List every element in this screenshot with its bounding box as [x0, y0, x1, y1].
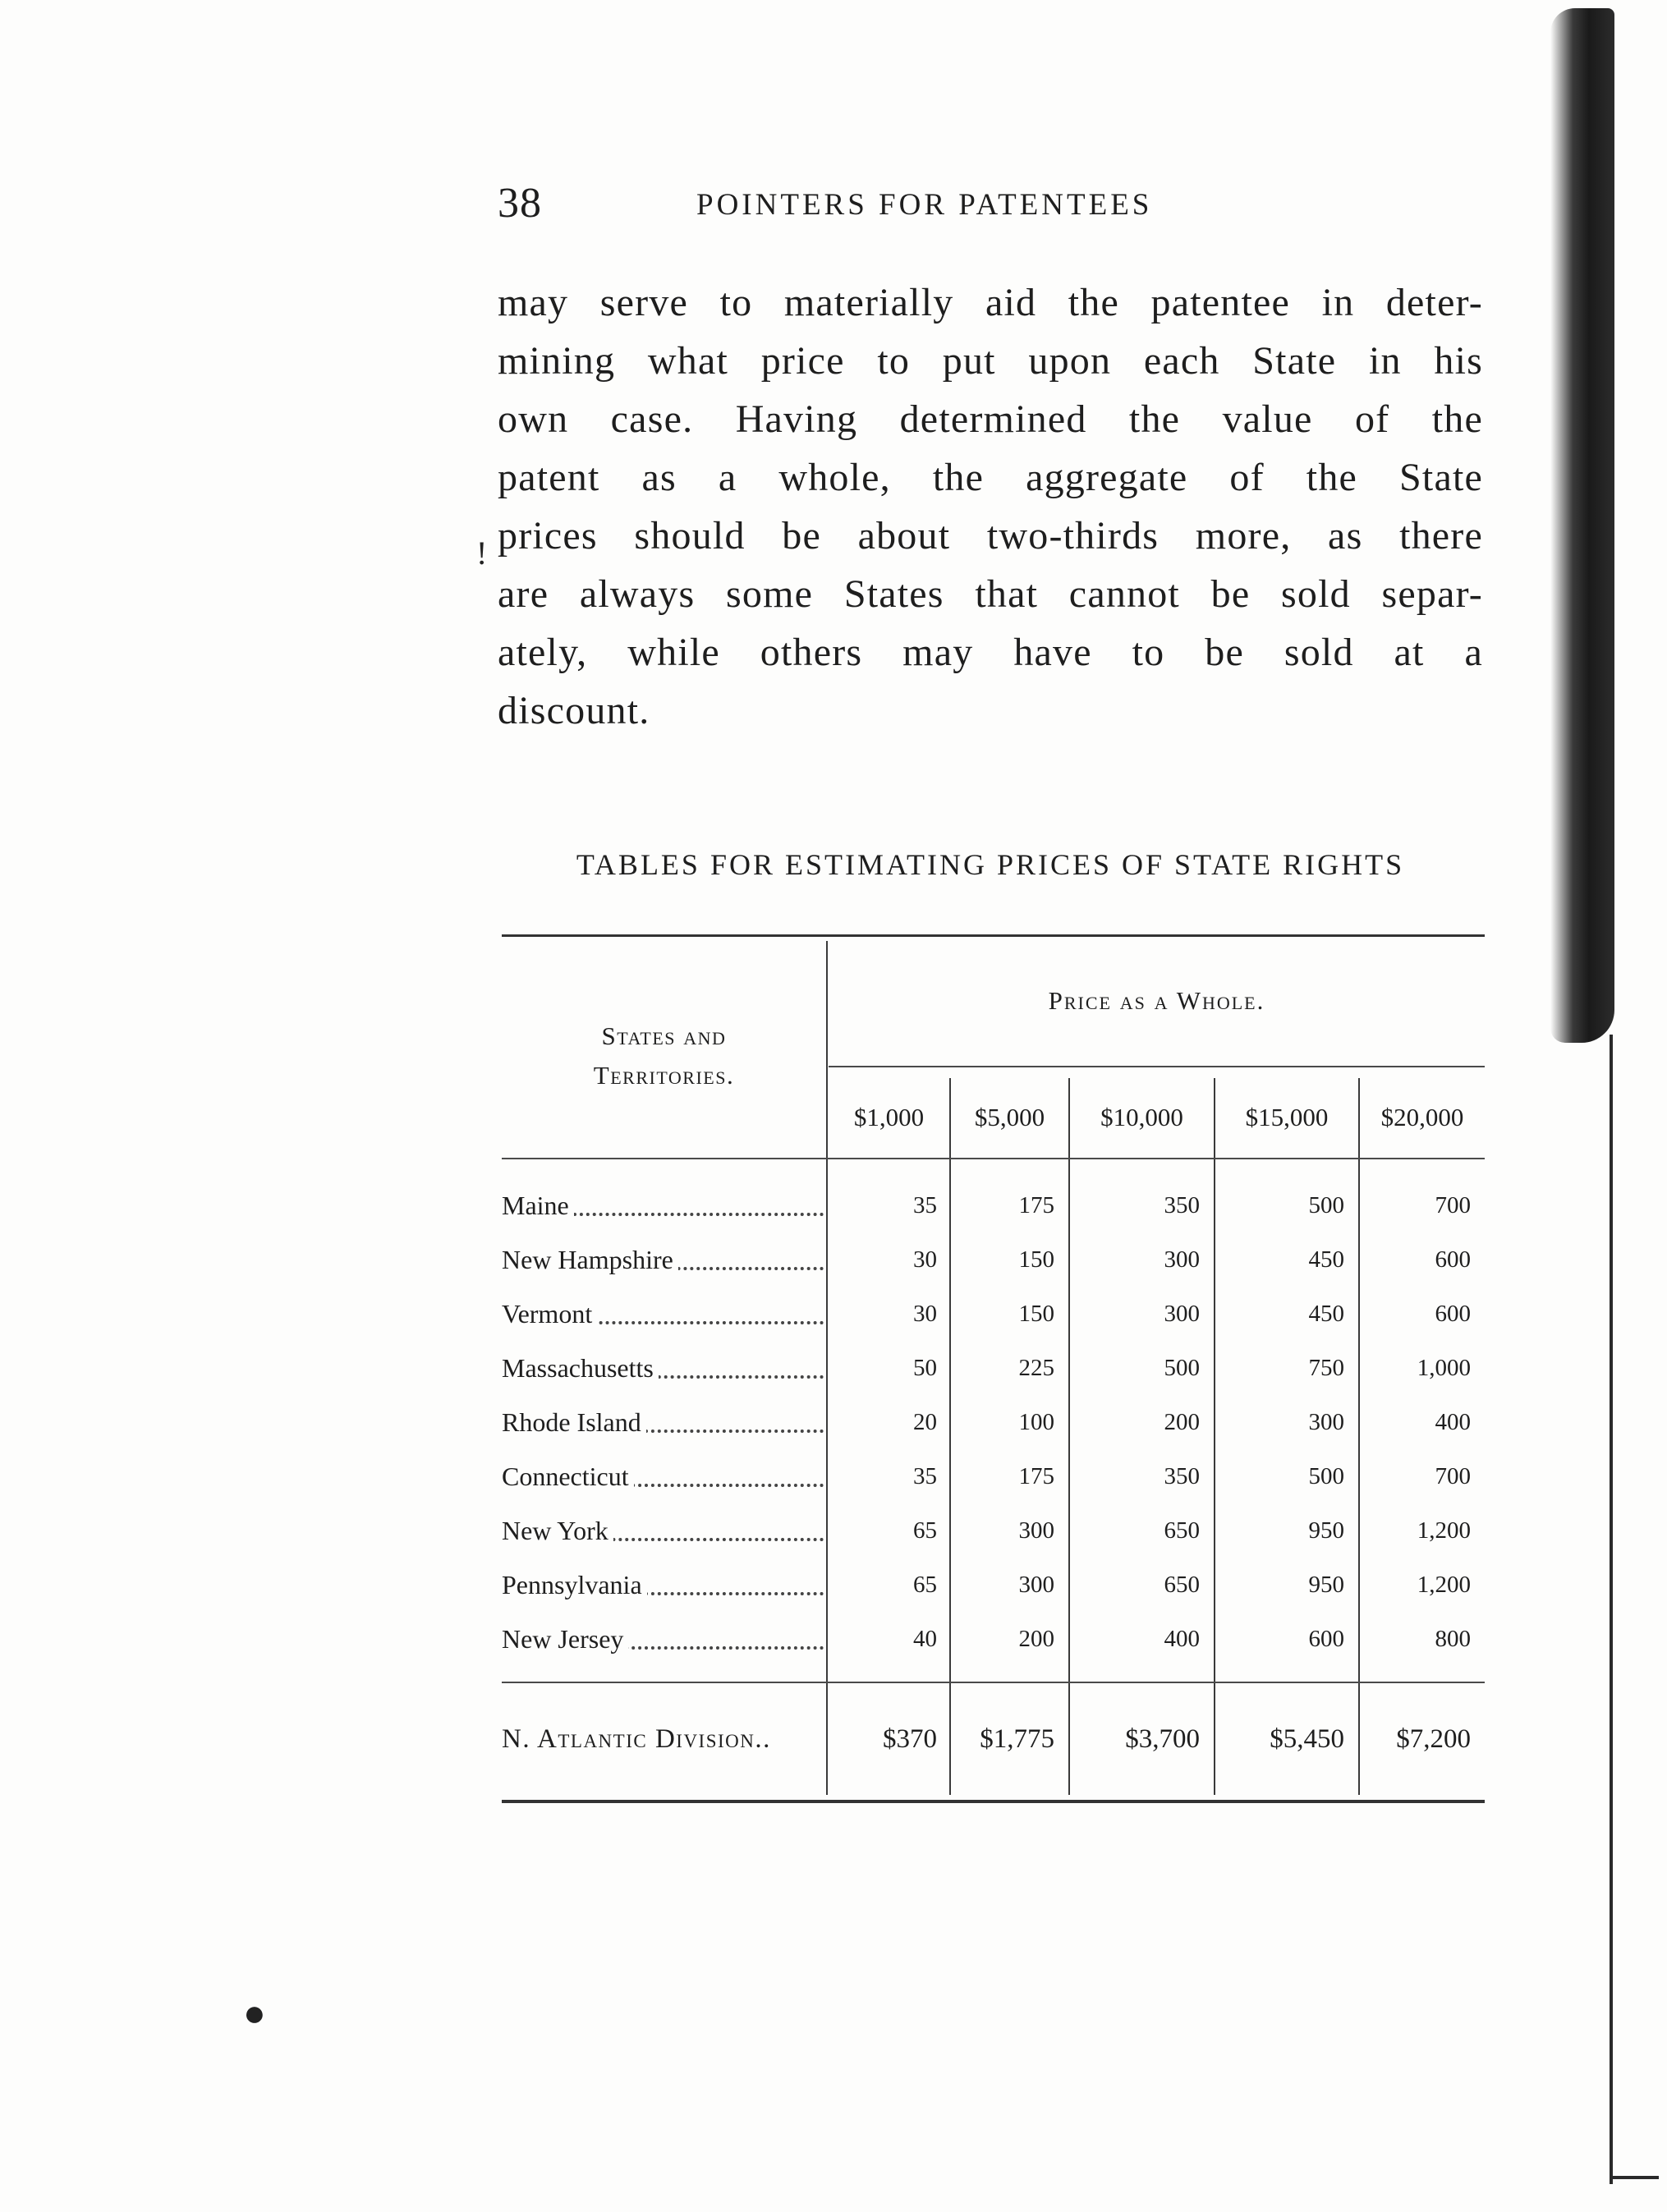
table-cell: 65 — [913, 1572, 937, 1598]
body-line: ately, while others may have to be sold at a — [498, 631, 1483, 674]
table-cell: 350 — [1164, 1192, 1200, 1218]
table-cell: 300 — [1308, 1409, 1344, 1435]
table-cell: 750 — [1308, 1355, 1344, 1381]
column-header: $10,000 — [1100, 1103, 1183, 1131]
row-state-label — [502, 1185, 830, 1226]
row-state-label — [502, 1293, 830, 1334]
spanner-header: Price as a Whole. — [1048, 986, 1265, 1015]
body-line: own case. Having determined the value of the — [498, 397, 1483, 441]
table-cell: 35 — [913, 1463, 937, 1489]
table-cell: 30 — [913, 1246, 937, 1273]
table-cell: 950 — [1308, 1517, 1344, 1544]
running-head: POINTERS FOR PATENTEES — [696, 188, 1153, 222]
table-cell: 150 — [1018, 1301, 1054, 1327]
table-cell: 650 — [1164, 1517, 1200, 1544]
row-state-label — [502, 1618, 830, 1659]
stray-ink-blot: ● — [243, 1992, 266, 2034]
table-cell: 200 — [1164, 1409, 1200, 1435]
total-cell: $3,700 — [1125, 1724, 1200, 1754]
total-cell: $1,775 — [980, 1724, 1054, 1754]
state-name: Vermont — [502, 1299, 597, 1329]
state-name: New Hampshire — [502, 1245, 678, 1274]
row-state-label — [502, 1456, 830, 1497]
state-name: Connecticut — [502, 1462, 634, 1491]
table-cell: 650 — [1164, 1572, 1200, 1598]
total-rule — [502, 1682, 1485, 1683]
row-state-label — [502, 1402, 830, 1443]
table-cell: 30 — [913, 1301, 937, 1327]
table-cell: 225 — [1018, 1355, 1054, 1381]
table-cell: 700 — [1435, 1192, 1471, 1218]
table-cell: 40 — [913, 1626, 937, 1652]
column-header: $5,000 — [974, 1103, 1045, 1131]
row-state-label — [502, 1510, 830, 1551]
column-header: $20,000 — [1380, 1103, 1464, 1131]
table-cell: 300 — [1164, 1301, 1200, 1327]
total-row-label: N. Atlantic Division.. — [502, 1724, 771, 1754]
table-cell: 150 — [1018, 1246, 1054, 1273]
body-line: patent as a whole, the aggregate of the State — [498, 456, 1483, 499]
total-cell: $5,450 — [1270, 1724, 1344, 1754]
table-cell: 600 — [1308, 1626, 1344, 1652]
table-cell: 450 — [1308, 1301, 1344, 1327]
column-header: $1,000 — [853, 1103, 925, 1131]
body-line: prices should be about two-thirds more, as there — [498, 514, 1483, 558]
state-name: Maine — [502, 1191, 574, 1220]
page-edge-line — [1610, 1035, 1613, 2184]
state-name: New York — [502, 1516, 613, 1545]
body-line: are always some States that cannot be sold separ- — [498, 572, 1483, 616]
total-cell: $7,200 — [1396, 1724, 1471, 1754]
table-cell: 400 — [1164, 1626, 1200, 1652]
state-name: Massachusetts — [502, 1353, 659, 1383]
table-cell: 175 — [1018, 1463, 1054, 1489]
table-cell: 450 — [1308, 1246, 1344, 1273]
table-cell: 300 — [1018, 1517, 1054, 1544]
stub-header-line-2: Territories. — [593, 1061, 735, 1090]
body-line: may serve to materially aid the patentee in deter- — [498, 281, 1483, 324]
table-bottom-rule — [502, 1800, 1485, 1803]
body-paragraph — [498, 273, 1483, 740]
spanner-rule — [829, 1066, 1485, 1067]
table-cell: 35 — [913, 1192, 937, 1218]
stub-header-line-1: States and — [601, 1021, 727, 1050]
row-state-label — [502, 1347, 830, 1388]
table-cell: 1,200 — [1417, 1517, 1471, 1544]
table-cell: 300 — [1164, 1246, 1200, 1273]
state-name: Rhode Island — [502, 1407, 646, 1437]
table-cell: 300 — [1018, 1572, 1054, 1598]
table-cell: 500 — [1164, 1355, 1200, 1381]
page-edge-foot — [1610, 2176, 1659, 2179]
table-cell: 200 — [1018, 1626, 1054, 1652]
total-cell: $370 — [883, 1724, 937, 1754]
table-cell: 950 — [1308, 1572, 1344, 1598]
state-name: New Jersey — [502, 1624, 628, 1654]
table-cell: 500 — [1308, 1192, 1344, 1218]
row-state-label — [502, 1564, 830, 1605]
table-cell: 800 — [1435, 1626, 1471, 1652]
header-bottom-rule — [502, 1158, 1485, 1159]
table-cell: 600 — [1435, 1246, 1471, 1273]
page-edge-shadow — [1550, 8, 1614, 1043]
table-cell: 100 — [1018, 1409, 1054, 1435]
state-name: Pennsylvania — [502, 1570, 647, 1599]
table-cell: 600 — [1435, 1301, 1471, 1327]
table-cell: 1,000 — [1417, 1355, 1471, 1381]
table-cell: 350 — [1164, 1463, 1200, 1489]
table-cell: 400 — [1435, 1409, 1471, 1435]
body-line: discount. — [498, 689, 650, 732]
stub-header — [502, 1017, 826, 1095]
body-line: mining what price to put upon each State in his — [498, 339, 1483, 383]
column-header: $15,000 — [1245, 1103, 1329, 1131]
table-cell: 500 — [1308, 1463, 1344, 1489]
row-state-label — [502, 1239, 830, 1280]
table-title: TABLES FOR ESTIMATING PRICES OF STATE RIGHTS — [576, 848, 1405, 881]
table-cell: 20 — [913, 1409, 937, 1435]
table-cell: 700 — [1435, 1463, 1471, 1489]
table-top-rule — [502, 934, 1485, 937]
table-cell: 1,200 — [1417, 1572, 1471, 1598]
page-number: 38 — [498, 180, 542, 227]
stray-pencil-mark: ! — [476, 535, 488, 571]
table-cell: 175 — [1018, 1192, 1054, 1218]
table-cell: 65 — [913, 1517, 937, 1544]
table-cell: 50 — [913, 1355, 937, 1381]
